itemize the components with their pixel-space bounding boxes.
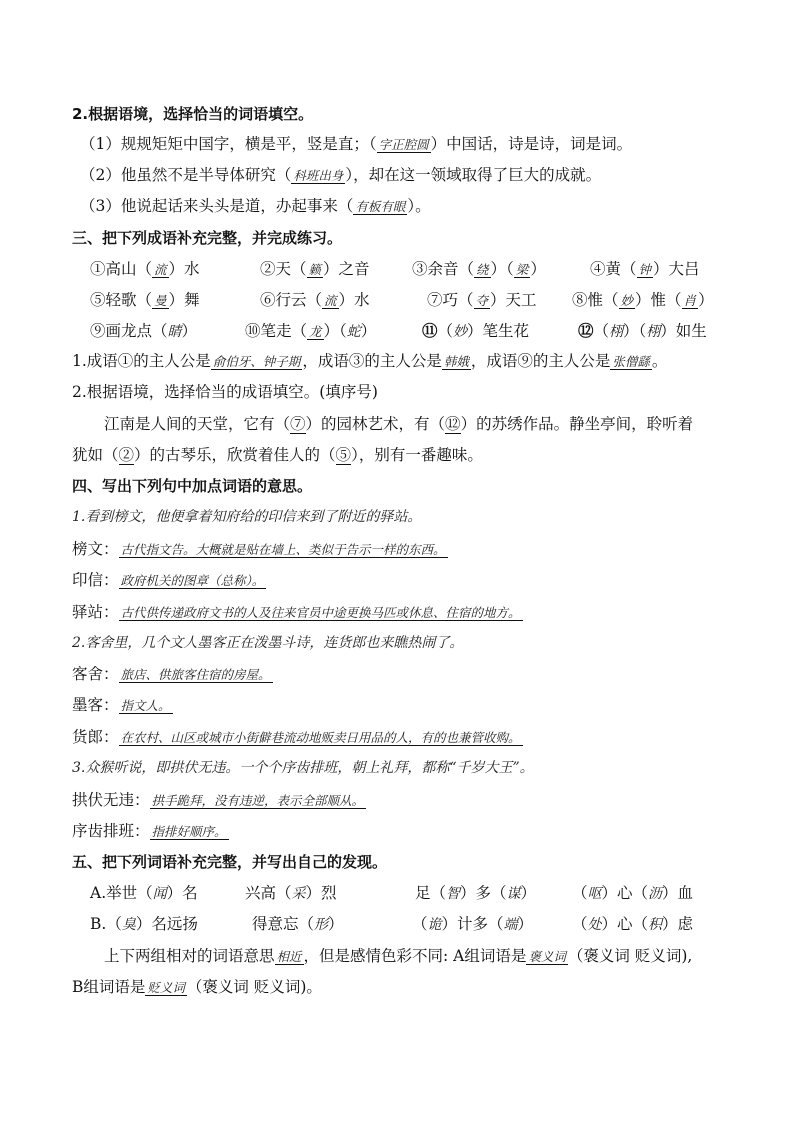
section5-conclusion-line-2	[72, 976, 744, 999]
word-text: ）	[517, 915, 534, 933]
answer-blank: 科班出身	[293, 168, 344, 183]
answer-blank: 张僧繇	[612, 354, 650, 369]
word-blank: 诡	[427, 917, 442, 933]
idiom-text: ④黄（	[590, 260, 637, 278]
q2-sentence-1	[80, 133, 744, 156]
word-text: ）血	[662, 884, 694, 902]
definition-bangwen	[72, 538, 744, 561]
q2-sentence-2	[80, 164, 744, 187]
idiom-blank: 蛇	[346, 324, 361, 340]
answer-blank: 古代指文告。大概就是贴在墙上、类似于告示一样的东西。	[120, 542, 446, 557]
idiom-blank: 栩	[609, 324, 624, 340]
idiom-text: ）	[360, 322, 377, 340]
word-text: ）	[328, 915, 344, 933]
idiom-text: ）天工	[490, 291, 537, 309]
word-blank: 呕	[587, 886, 602, 902]
sentence-text: ）的园林艺术，有（	[305, 415, 446, 433]
term-label: 客舍：	[72, 665, 119, 683]
sentence-text: （褒义词 贬义词),	[567, 947, 693, 965]
answer-blank: 在农村、山区或城市小街僻巷流动地贩卖日用品的人，有的也兼管收购。	[120, 730, 521, 745]
q2-sentence-3	[80, 195, 744, 218]
idiom-blank: 龙	[309, 324, 322, 339]
word-text: ）计多（	[441, 915, 504, 933]
section5-heading: 五、把下列词语补充完整，并写出自己的发现。	[72, 853, 388, 871]
idiom-number: ⑪	[422, 321, 438, 340]
sentence-text: （褒义词 贬义词)。	[186, 978, 322, 996]
sentence-text: B组词语是	[72, 978, 146, 996]
sentence-text: ）。	[407, 197, 431, 215]
word-text: ）心（	[601, 915, 649, 933]
word-text: A.举世（	[90, 884, 153, 902]
sentence-text: （3）他说起话来头头是道，办起事来（	[80, 197, 354, 215]
answer-blank: 指文人。	[120, 698, 171, 713]
word-blank: 智	[446, 886, 461, 902]
idiom-text: ⑥行云（	[260, 291, 323, 309]
definition-moke	[72, 694, 744, 717]
idiom-text: ）	[181, 322, 198, 340]
sentence-text: 犹如（	[72, 446, 119, 464]
idiom-text: ②天（	[260, 260, 307, 278]
word-text: ）虑	[662, 915, 694, 933]
word-blank: 谋	[506, 886, 521, 902]
idiom-text: ⑧惟（	[572, 291, 619, 309]
definition-xuchipaiban	[72, 820, 744, 843]
answer-blank: 俞伯牙、钟子期	[212, 354, 301, 369]
answer-blank: 政府机关的图章（总称）。	[120, 573, 265, 588]
idiom-blank: 妙	[453, 324, 468, 340]
idiom-text: ⑤轻歌（	[90, 291, 153, 309]
term-label: 榜文：	[72, 540, 119, 558]
idiom-blank: 曼	[154, 293, 167, 308]
definition-keshe	[72, 663, 744, 686]
idiom-text: ）笔生花	[467, 322, 530, 340]
word-text: 兴高（	[245, 884, 292, 902]
word-text: 得意忘（	[252, 915, 315, 933]
answer-blank: 有板有眼	[355, 199, 406, 214]
sentence-text: ），却在这一领域取得了巨大的成就。	[345, 166, 602, 184]
sentence-text: （1）规规矩矩中国字，横是平，竖是直；（	[80, 135, 377, 153]
answer-blank: ⑫	[445, 415, 461, 433]
term-label: 墨客：	[72, 696, 119, 714]
q2-heading: 2.根据语境，选择恰当的词语填空。	[72, 105, 314, 123]
sentence-text: ），别有一番趣味。	[351, 446, 483, 464]
answer-blank: 褒义词	[528, 949, 566, 964]
term-label: 货郎：	[72, 728, 119, 746]
sentence-text: ）的古琴乐，欣赏着佳人的（	[134, 446, 336, 464]
idiom-blank: 梁	[515, 262, 529, 277]
answer-blank: 古代供传递政府文书的人及往来官员中途更换马匹或休息、住宿的地方。	[120, 605, 521, 620]
sentence-text: 。	[651, 352, 668, 370]
answer-blank: ⑦	[290, 415, 306, 433]
word-blank: 端	[503, 917, 518, 933]
section3-heading: 三、把下列成语补充完整，并完成练习。	[72, 229, 343, 247]
definition-yizhan	[72, 601, 744, 624]
idiom-text: ）大吕	[653, 260, 700, 278]
idiom-text: ）	[698, 291, 714, 309]
word-text: B.（	[90, 915, 122, 933]
word-blank: 沥	[648, 886, 663, 902]
idiom-text: ）如生	[660, 322, 707, 340]
word-text: （	[572, 915, 588, 933]
idiom-text: ⑦巧（	[427, 291, 474, 309]
section4-sentence-2: 2.客舍里，几个文人墨客正在泼墨斗诗，连货郎也来瞧热闹了。	[72, 635, 464, 651]
idiom-blank: 夺	[475, 293, 489, 308]
section5-conclusion-line-1	[104, 945, 744, 968]
idiom-text: ③余音（	[412, 260, 475, 278]
idiom-text: ）（	[623, 322, 647, 340]
idiom-blank: 栩	[646, 324, 661, 340]
idiom-text: ⑨画龙点（	[90, 322, 168, 340]
word-text: ）名	[166, 884, 198, 902]
idiom-number: ⑫	[578, 321, 594, 340]
answer-blank: 字正腔圆	[378, 137, 429, 152]
word-text: （	[572, 884, 588, 902]
word-blank: 积	[648, 917, 663, 933]
sentence-text: （2）他虽然不是半导体研究（	[80, 166, 292, 184]
answer-blank: ⑤	[335, 446, 352, 464]
idiom-blank: 流	[324, 293, 337, 308]
word-text: ）烈	[305, 884, 337, 902]
idiom-text: ）	[530, 260, 546, 278]
idiom-blank: 流	[154, 262, 167, 277]
answer-blank: ②	[118, 446, 135, 464]
idiom-text: ①高山（	[90, 260, 153, 278]
answer-blank: 贬义词	[147, 980, 185, 995]
section3-passage-line-1	[104, 413, 744, 435]
word-blank: 处	[587, 917, 602, 933]
word-text: ）	[520, 884, 537, 902]
word-text: ）名远扬	[135, 915, 198, 933]
idiom-text: ）水	[338, 291, 370, 309]
idiom-text: ）惟（	[635, 291, 682, 309]
section4-heading: 四、写出下列句中加点词语的意思。	[72, 477, 313, 495]
sentence-text: 上下两组相对的词语意思	[104, 947, 275, 965]
answer-blank: 拱手跪拜，没有违逆，表示全部顺从。	[151, 793, 365, 808]
sentence-text: 1.成语①的主人公是	[72, 352, 211, 370]
definition-gongfuwuwei	[72, 789, 744, 812]
word-text: （	[412, 915, 428, 933]
word-text: ）多（	[460, 884, 507, 902]
answer-blank: 旅店、供旅客住宿的房屋。	[120, 667, 271, 682]
section3-practice-1	[72, 350, 744, 373]
answer-blank: 指排好顺序。	[151, 824, 227, 839]
idiom-text: ）水	[168, 260, 200, 278]
word-blank: 闻	[152, 886, 167, 902]
sentence-text: ）中国话，诗是诗，词是词。	[430, 135, 633, 153]
idiom-text: （	[593, 322, 610, 340]
word-blank: 臭	[121, 917, 136, 933]
term-label: 序齿排班：	[72, 822, 150, 840]
sentence-text: ）的苏绣作品。静坐亭间，聆听着	[460, 415, 694, 433]
word-text: 足（	[415, 884, 447, 902]
definition-huolang	[72, 726, 744, 749]
idiom-blank: 肖	[683, 293, 697, 308]
idiom-text: ）（	[490, 260, 514, 278]
idiom-text: （	[437, 322, 454, 340]
idiom-text: ）之音	[323, 260, 370, 278]
term-label: 印信：	[72, 571, 119, 589]
section3-practice-2: 2.根据语境，选择恰当的成语填空。(填序号)	[72, 383, 378, 401]
idiom-text: ）舞	[168, 291, 200, 309]
idiom-blank: 睛	[167, 324, 182, 340]
sentence-text: ，成语⑨的主人公是	[470, 352, 611, 370]
word-blank: 形	[314, 917, 329, 933]
answer-blank: 相近	[276, 949, 302, 964]
idiom-text: ）（	[323, 322, 347, 340]
idiom-blank: 绕	[476, 262, 489, 277]
section4-sentence-1: 1.看到榜文，他便拿着知府给的印信来到了附近的驿站。	[72, 509, 422, 525]
sentence-text: ，成语③的主人公是	[302, 352, 442, 370]
idiom-blank: 妙	[620, 293, 634, 308]
term-label: 驿站：	[72, 603, 119, 621]
section4-sentence-3: 3.众猴听说，即拱伏无违。一个个序齿排班，朝上礼拜，都称“千岁大王”。	[72, 760, 534, 776]
word-blank: 采	[291, 886, 306, 902]
sentence-text: 江南是人间的天堂，它有（	[104, 415, 291, 433]
idiom-text: ⑩笔走（	[245, 322, 308, 340]
section3-passage-line-2	[72, 444, 744, 466]
answer-blank: 韩娥	[443, 354, 469, 369]
term-label: 拱伏无违：	[72, 791, 150, 809]
sentence-text: ，但是感情色彩不同: A组词语是	[303, 947, 527, 965]
idiom-blank: 籁	[308, 262, 322, 277]
idiom-blank: 钟	[638, 262, 652, 277]
word-text: ）心（	[601, 884, 649, 902]
definition-yinxin	[72, 569, 744, 592]
